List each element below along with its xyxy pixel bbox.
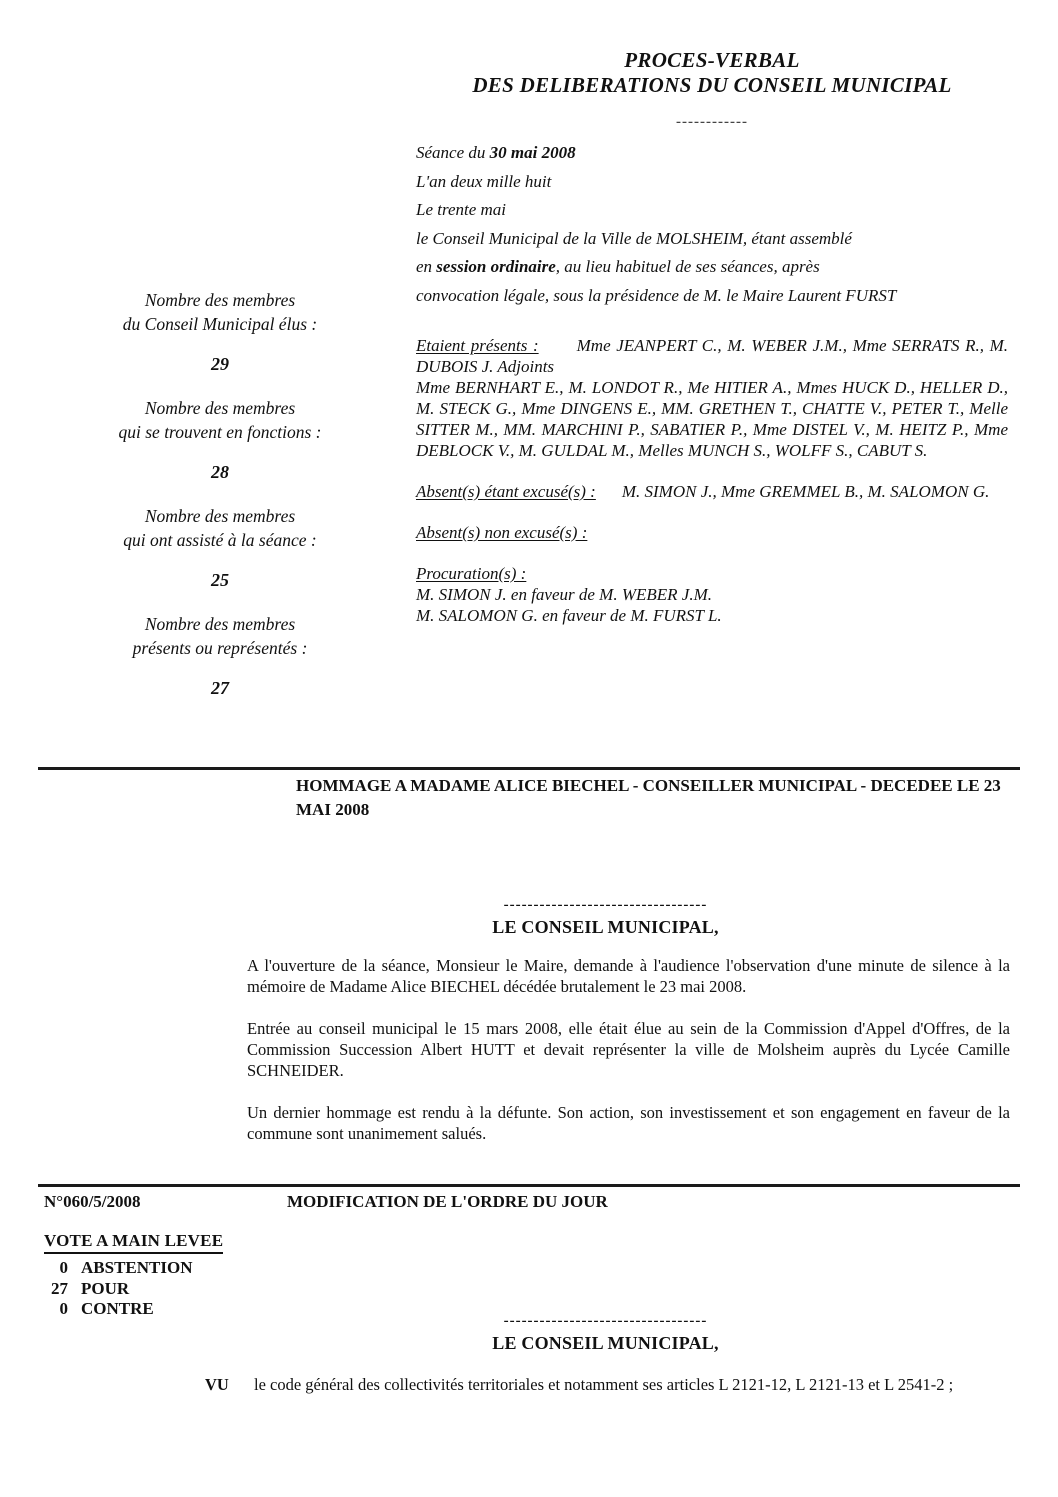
- hommage-heading: HOMMAGE A MADAME ALICE BIECHEL - CONSEILLER MUNICIPAL - DECEDEE LE 23 MAI 2008: [296, 776, 1001, 819]
- label-line: Nombre des membres: [144, 290, 296, 310]
- member-count-value: 27: [211, 678, 229, 698]
- absent-excused-label: Absent(s) étant excusé(s) :: [416, 481, 596, 501]
- label-line: du Conseil Municipal élus :: [122, 314, 318, 334]
- present-members-paragraph: Mme BERNHART E., M. LONDOT R., Me HITIER A., Mmes HUCK D., HELLER D., M. STECK G., Mme DINGENS E., MM. GRETHEN T., CHATTE V., PETER T., Melle SITTER M., MM. MARCHINI P., SABATIER P., Mme DISTEL V., M. HEITZ P., Mme DEBLOCK V., M. GULDAL M., Melles MUNCH S., WOLFF S., CABUT S.: [416, 377, 1008, 460]
- label-line: qui se trouvent en fonctions :: [118, 422, 322, 442]
- absent-not-excused-label: Absent(s) non excusé(s) :: [416, 522, 588, 542]
- session-type-suffix: , au lieu habituel de ses séances, après: [555, 257, 820, 276]
- procuration-item: M. SALOMON G. en faveur de M. FURST L.: [416, 605, 722, 625]
- deliberation-header: [44, 1192, 1024, 1212]
- procurations-paragraph: [416, 563, 1008, 626]
- absent-excused-paragraph: [416, 481, 1008, 502]
- section-separator: [383, 1313, 828, 1354]
- present-members-paragraph: [416, 335, 1008, 377]
- body-paragraph: Entrée au conseil municipal le 15 mars 2008, elle était élue au sein de la Commission d'Appel d'Offres, de la Commission Succession Albert HUTT et devait représenter la ville de Molsheim auprès du Lycée Camille SCHNEIDER.: [247, 1019, 1010, 1080]
- document-title-line: DES DELIBERATIONS DU CONSEIL MUNICIPAL: [472, 73, 952, 97]
- present-names: Mme JEANPERT C., M. WEBER J.M., Mme SERRATS R., M. DUBOIS J. Adjoints: [416, 335, 1009, 376]
- body-paragraph: A l'ouverture de la séance, Monsieur le Maire, demande à l'audience l'observation d'une minute de silence à la mémoire de Madame Alice BIECHEL décédée brutalement le 23 mai 2008.: [247, 956, 1010, 996]
- session-type-prefix: en: [416, 257, 437, 276]
- vote-label: POUR: [81, 1278, 130, 1298]
- member-count-value: 29: [211, 354, 229, 374]
- vote-label: ABSTENTION: [81, 1258, 193, 1277]
- present-label: Etaient présents :: [416, 335, 539, 355]
- horizontal-rule: [38, 1184, 1020, 1187]
- session-intro: [416, 142, 1008, 306]
- vote-row: [44, 1258, 384, 1279]
- vu-text: le code général des collectivités territoriales et notamment ses articles L 2121-12, L 2121-13 et L 2541-2 ;: [254, 1375, 954, 1394]
- member-count-value: 28: [211, 462, 229, 482]
- session-line: L'an deux mille huit: [416, 171, 552, 191]
- section-separator: [383, 897, 828, 938]
- conseil-municipal-heading: LE CONSEIL MUNICIPAL,: [492, 917, 719, 937]
- body-paragraph: Un dernier hommage est rendu à la défunte. Son action, son investissement et son engagement en faveur de la commune sont unanimement salués.: [247, 1103, 1010, 1143]
- absent-not-excused-paragraph: [416, 522, 1008, 543]
- vote-label: CONTRE: [81, 1299, 154, 1318]
- separator-dashes: ----------------------------------: [503, 897, 708, 913]
- separator-dashes: ------------: [676, 114, 748, 130]
- member-counts-panel: [60, 288, 380, 720]
- vote-count: 0: [59, 1258, 68, 1277]
- vu-clause: [205, 1374, 1017, 1395]
- deliberation-title: MODIFICATION DE L'ORDRE DU JOUR: [287, 1192, 608, 1211]
- label-line: Nombre des membres: [144, 614, 296, 634]
- deliberation-number: N°060/5/2008: [44, 1192, 141, 1211]
- vote-row: [44, 1279, 384, 1300]
- label-line: qui ont assisté à la séance :: [123, 530, 317, 550]
- label-line: présents ou représentés :: [132, 638, 308, 658]
- member-count-label: [60, 288, 380, 336]
- session-header-column: [416, 48, 1008, 646]
- session-line: convocation légale, sous la présidence de M. le Maire Laurent FURST: [416, 285, 897, 305]
- separator-dashes: ----------------------------------: [503, 1313, 708, 1329]
- label-line: Nombre des membres: [144, 398, 296, 418]
- member-count-label: [60, 504, 380, 552]
- horizontal-rule: [38, 767, 1020, 770]
- label-line: Nombre des membres: [144, 506, 296, 526]
- session-date-label: Séance du: [416, 143, 490, 162]
- vote-block: [44, 1231, 384, 1320]
- vote-row: [44, 1299, 384, 1320]
- session-date-line: [416, 142, 1008, 163]
- session-line: Le trente mai: [416, 200, 507, 219]
- member-count-label: [60, 612, 380, 660]
- vote-heading: VOTE A MAIN LEVEE: [44, 1231, 223, 1254]
- session-date-value: 30 mai 2008: [489, 143, 576, 162]
- document-title-line: PROCES-VERBAL: [624, 48, 800, 72]
- hommage-body: [247, 955, 1010, 1165]
- conseil-municipal-heading: LE CONSEIL MUNICIPAL,: [492, 1333, 719, 1353]
- procuration-item: M. SIMON J. en faveur de M. WEBER J.M.: [416, 584, 712, 604]
- session-line: [416, 256, 1008, 277]
- document-title: [416, 48, 1008, 98]
- vote-count: 27: [51, 1278, 68, 1298]
- absent-excused-names: M. SIMON J., Mme GREMMEL B., M. SALOMON G.: [621, 481, 990, 501]
- vu-label: VU: [205, 1375, 229, 1394]
- session-line: le Conseil Municipal de la Ville de MOLSHEIM, étant assemblé: [416, 228, 852, 248]
- procurations-label: Procuration(s) :: [416, 563, 527, 583]
- member-count-value: 25: [211, 570, 229, 590]
- member-count-label: [60, 396, 380, 444]
- vote-count: 0: [59, 1299, 68, 1318]
- session-type: session ordinaire: [436, 257, 556, 276]
